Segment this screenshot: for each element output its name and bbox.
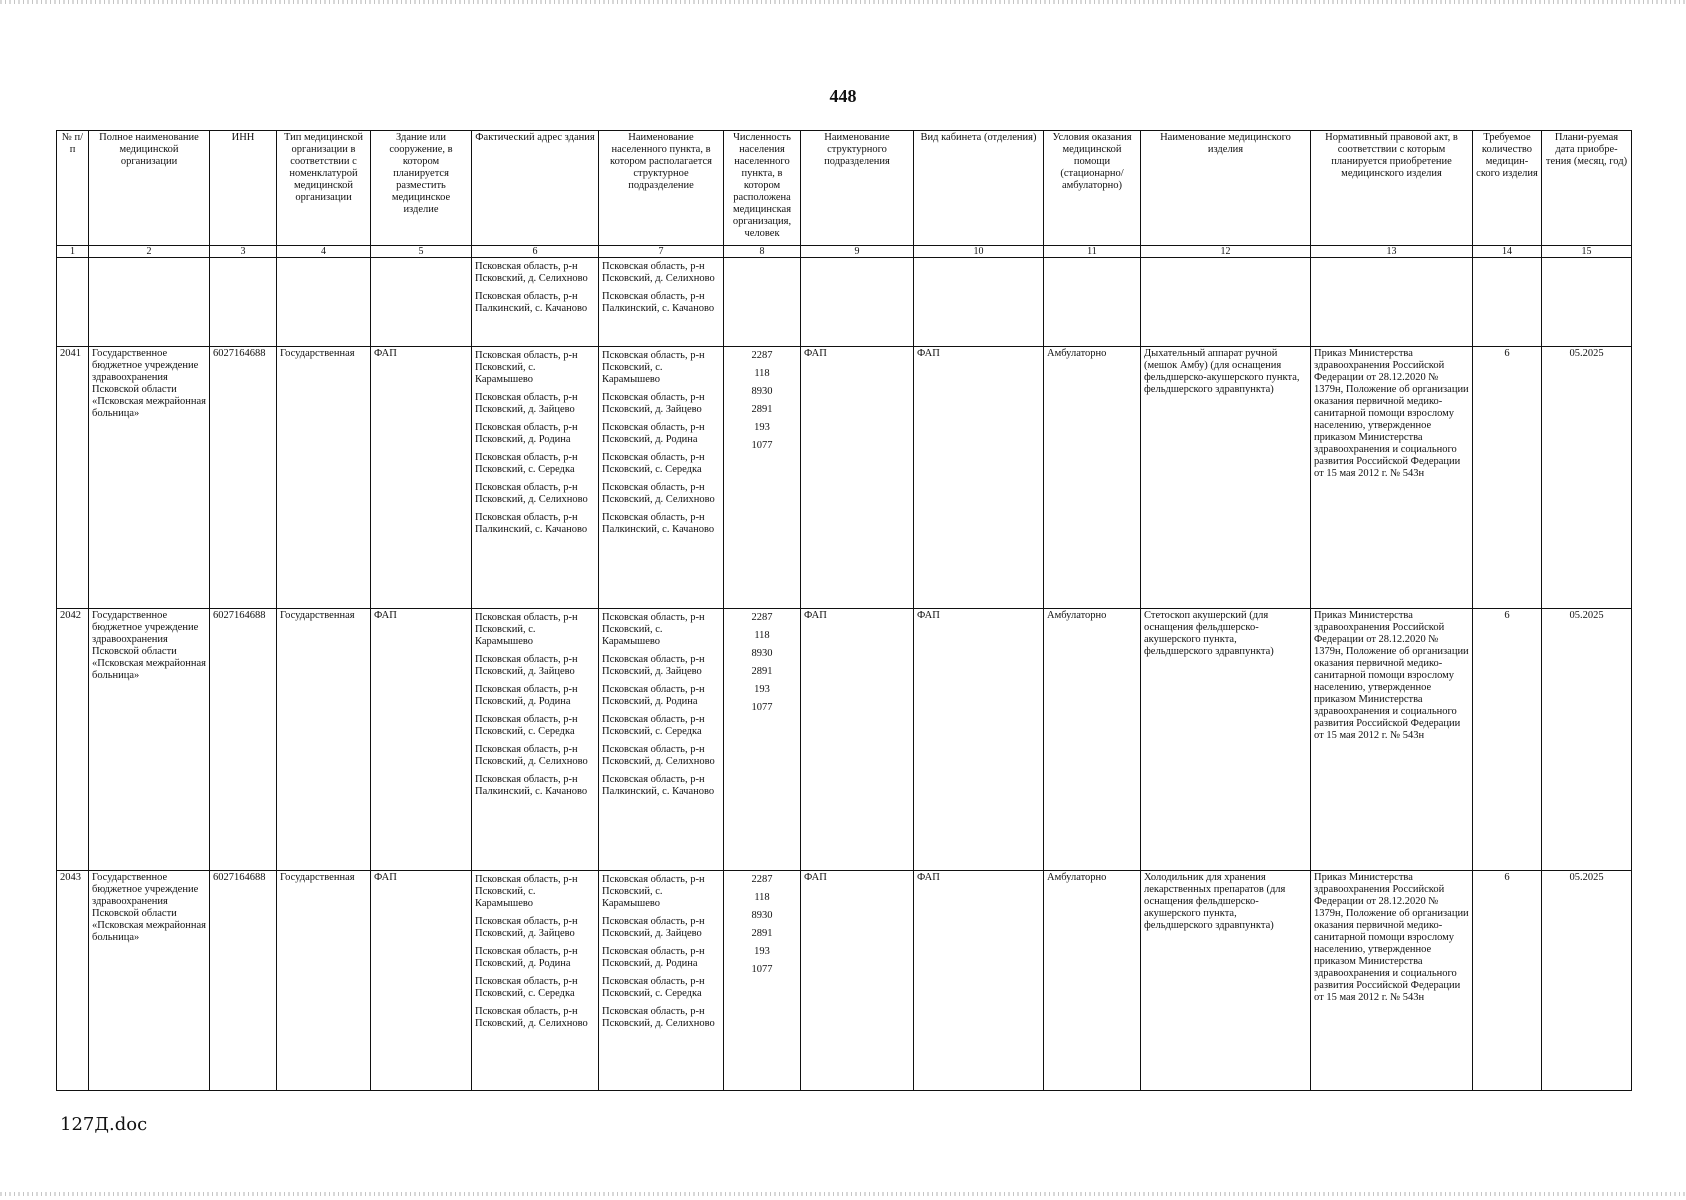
population-value: 1077 xyxy=(751,702,773,713)
header-cell: ИНН xyxy=(210,131,277,246)
table-row-2042 xyxy=(57,609,1632,871)
inn-value: 6027164688 xyxy=(210,609,277,871)
address-entry: Псковская область, р-н Псковский, с. Карамышево xyxy=(475,350,578,385)
settlement-entry: Псковская область, р-н Псковский, д. Селихново xyxy=(602,744,715,767)
purchase-date: 05.2025 xyxy=(1542,609,1632,871)
address-entry: Псковская область, р-н Псковский, д. Зайцево xyxy=(475,916,578,939)
settlement-entry: Псковская область, р-н Псковский, д. Зайцево xyxy=(602,392,705,415)
population-value: 2891 xyxy=(751,666,773,677)
column-number: 7 xyxy=(599,246,724,258)
column-number: 3 xyxy=(210,246,277,258)
address-entry: Псковская область, р-н Палкинский, с. Качаново xyxy=(475,774,588,797)
empty-cell xyxy=(914,258,1044,347)
population-value: 1077 xyxy=(751,964,773,975)
header-row xyxy=(57,131,1632,246)
address-entry: Псковская область, р-н Псковский, д. Селихново xyxy=(475,482,588,505)
address-entry: Псковская область, р-н Палкинский, с. Качаново xyxy=(475,291,588,314)
settlement-entry: Псковская область, р-н Псковский, д. Зайцево xyxy=(602,916,705,939)
quantity: 6 xyxy=(1473,871,1542,1091)
empty-cell xyxy=(89,258,210,347)
population-value: 8930 xyxy=(751,910,773,921)
address-cell xyxy=(472,609,599,871)
column-number: 10 xyxy=(914,246,1044,258)
header-cell: Плани-руемая дата приобре-тения (месяц, год) xyxy=(1542,131,1632,246)
address-entry: Псковская область, р-н Псковский, д. Селихново xyxy=(475,744,588,767)
empty-cell xyxy=(57,258,89,347)
header-cell: Наименование структурного подразделения xyxy=(801,131,914,246)
settlement-entry: Псковская область, р-н Псковский, д. Родина xyxy=(602,422,705,445)
device-name: Дыхательный аппарат ручной (мешок Амбу) (для оснащения фельдшерско-акушерского пункта, фельдшерского здравпункта) xyxy=(1141,347,1311,609)
column-number: 9 xyxy=(801,246,914,258)
address-entry: Псковская область, р-н Псковский, д. Зайцево xyxy=(475,654,578,677)
record-number: 2041 xyxy=(57,347,89,609)
address-entry: Псковская область, р-н Псковский, д. Селихново xyxy=(475,261,588,284)
empty-cell xyxy=(210,258,277,347)
address-entry: Псковская область, р-н Псковский, с. Карамышево xyxy=(475,874,578,909)
header-cell: Полное наименование медицинской организации xyxy=(89,131,210,246)
settlement-cell xyxy=(599,347,724,609)
population-value: 8930 xyxy=(751,386,773,397)
page-number: 448 xyxy=(829,86,857,106)
table-row-continuation xyxy=(57,258,1632,347)
settlement-entry: Псковская область, р-н Псковский, с. Карамышево xyxy=(602,350,705,385)
header-cell: Фактический адрес здания xyxy=(472,131,599,246)
purchase-date: 05.2025 xyxy=(1542,347,1632,609)
empty-cell xyxy=(801,258,914,347)
population-value: 2287 xyxy=(751,874,773,885)
header-cell: Здание или сооружение, в котором планируется разместить медицинское изделие xyxy=(371,131,472,246)
organization-name: Государственное бюджетное учреждение здравоохранения Псковской области «Псковская межрайонная больница» xyxy=(89,609,210,871)
header-cell: Тип медицинской организации в соответствии с номенклатурой медицинской организации xyxy=(277,131,371,246)
population-value: 193 xyxy=(754,946,770,957)
empty-cell xyxy=(1044,258,1141,347)
address-entry: Псковская область, р-н Псковский, с. Середка xyxy=(475,452,578,475)
address-entry: Псковская область, р-н Палкинский, с. Качаново xyxy=(475,512,588,535)
column-number: 11 xyxy=(1044,246,1141,258)
column-number: 8 xyxy=(724,246,801,258)
address-entry: Псковская область, р-н Псковский, д. Селихново xyxy=(475,1006,588,1029)
population-value: 8930 xyxy=(751,648,773,659)
care-conditions: Амбулаторно xyxy=(1044,609,1141,871)
scan-edge-top xyxy=(0,0,1686,4)
cabinet-type: ФАП xyxy=(914,609,1044,871)
population-value: 2287 xyxy=(751,350,773,361)
population-value: 118 xyxy=(754,892,770,903)
building: ФАП xyxy=(371,609,472,871)
address-entry: Псковская область, р-н Псковский, с. Карамышево xyxy=(475,612,578,647)
column-number: 5 xyxy=(371,246,472,258)
legal-act: Приказ Министерства здравоохранения Российской Федерации от 28.12.2020 № 1379н, Положение об организации оказания первичной медико-санитарной помощи взрослому населению, утвержденное приказом Министерства здравоохранения и социального развития Российской Федерации от 15 мая 2012 г. № 543н xyxy=(1311,871,1473,1091)
settlement-entry: Псковская область, р-н Псковский, с. Середка xyxy=(602,452,705,475)
empty-cell xyxy=(1542,258,1632,347)
unit-name: ФАП xyxy=(801,609,914,871)
organization-name: Государственное бюджетное учреждение здравоохранения Псковской области «Псковская межрайонная больница» xyxy=(89,871,210,1091)
empty-cell xyxy=(1473,258,1542,347)
population-cell xyxy=(724,347,801,609)
record-number: 2042 xyxy=(57,609,89,871)
org-type: Государственная xyxy=(277,871,371,1091)
empty-cell xyxy=(277,258,371,347)
settlement-entry: Псковская область, р-н Псковский, д. Селихново xyxy=(602,482,715,505)
header-cell: Требуемое количество медицин-ского изделия xyxy=(1473,131,1542,246)
column-number: 4 xyxy=(277,246,371,258)
header-cell: Нормативный правовой акт, в соответствии с которым планируется приобретение медицинского изделия xyxy=(1311,131,1473,246)
scan-edge-bottom xyxy=(0,1192,1686,1196)
legal-act: Приказ Министерства здравоохранения Российской Федерации от 28.12.2020 № 1379н, Положение об организации оказания первичной медико-санитарной помощи взрослому населению, утвержденное приказом Министерства здравоохранения и социального развития Российской Федерации от 15 мая 2012 г. № 543н xyxy=(1311,609,1473,871)
settlement-entry: Псковская область, р-н Псковский, д. Родина xyxy=(602,946,705,969)
address-cell xyxy=(472,347,599,609)
cabinet-type: ФАП xyxy=(914,347,1044,609)
inn-value: 6027164688 xyxy=(210,347,277,609)
organization-name: Государственное бюджетное учреждение здравоохранения Псковской области «Псковская межрайонная больница» xyxy=(89,347,210,609)
table-row-2043 xyxy=(57,871,1632,1091)
settlement-cell xyxy=(599,258,724,347)
column-number: 15 xyxy=(1542,246,1632,258)
unit-name: ФАП xyxy=(801,347,914,609)
population-value: 2287 xyxy=(751,612,773,623)
legal-act: Приказ Министерства здравоохранения Российской Федерации от 28.12.2020 № 1379н, Положение об организации оказания первичной медико-санитарной помощи взрослому населению, утвержденное приказом Министерства здравоохранения и социального развития Российской Федерации от 15 мая 2012 г. № 543н xyxy=(1311,347,1473,609)
settlement-cell xyxy=(599,609,724,871)
building: ФАП xyxy=(371,871,472,1091)
population-value: 118 xyxy=(754,630,770,641)
empty-cell xyxy=(1141,258,1311,347)
device-name: Стетоскоп акушерский (для оснащения фельдшерско-акушерского пункта, фельдшерского здравпункта) xyxy=(1141,609,1311,871)
settlement-entry: Псковская область, р-н Псковский, д. Родина xyxy=(602,684,705,707)
org-type: Государственная xyxy=(277,347,371,609)
address-entry: Псковская область, р-н Псковский, с. Середка xyxy=(475,714,578,737)
address-cell xyxy=(472,871,599,1091)
equipment-table xyxy=(56,130,1632,1091)
population-value: 2891 xyxy=(751,928,773,939)
settlement-entry: Псковская область, р-н Псковский, с. Карамышево xyxy=(602,612,705,647)
address-entry: Псковская область, р-н Псковский, д. Родина xyxy=(475,684,578,707)
settlement-entry: Псковская область, р-н Псковский, д. Селихново xyxy=(602,261,715,284)
device-name: Холодильник для хранения лекарственных препаратов (для оснащения фельдшерско-акушерского пункта, фельдшерского здравпункта) xyxy=(1141,871,1311,1091)
address-entry: Псковская область, р-н Псковский, с. Середка xyxy=(475,976,578,999)
settlement-entry: Псковская область, р-н Псковский, д. Селихново xyxy=(602,1006,715,1029)
care-conditions: Амбулаторно xyxy=(1044,871,1141,1091)
column-number: 2 xyxy=(89,246,210,258)
population-value: 2891 xyxy=(751,404,773,415)
empty-cell xyxy=(724,258,801,347)
header-cell: Численность населения населенного пункта, в котором расположена медицинская организация, человек xyxy=(724,131,801,246)
population-value: 193 xyxy=(754,684,770,695)
quantity: 6 xyxy=(1473,609,1542,871)
care-conditions: Амбулаторно xyxy=(1044,347,1141,609)
document-filename: 127Д.doc xyxy=(60,1114,148,1135)
address-entry: Псковская область, р-н Псковский, д. Родина xyxy=(475,422,578,445)
cabinet-type: ФАП xyxy=(914,871,1044,1091)
column-number-row xyxy=(57,246,1632,258)
quantity: 6 xyxy=(1473,347,1542,609)
settlement-entry: Псковская область, р-н Палкинский, с. Качаново xyxy=(602,291,715,314)
column-number: 14 xyxy=(1473,246,1542,258)
purchase-date: 05.2025 xyxy=(1542,871,1632,1091)
table-row-2041 xyxy=(57,347,1632,609)
org-type: Государственная xyxy=(277,609,371,871)
column-number: 6 xyxy=(472,246,599,258)
settlement-entry: Псковская область, р-н Псковский, с. Карамышево xyxy=(602,874,705,909)
population-cell xyxy=(724,609,801,871)
header-cell: Наименование населенного пункта, в котором располагается структурное подразделение xyxy=(599,131,724,246)
settlement-cell xyxy=(599,871,724,1091)
population-value: 118 xyxy=(754,368,770,379)
header-cell: № п/п xyxy=(57,131,89,246)
record-number: 2043 xyxy=(57,871,89,1091)
header-cell: Вид кабинета (отделения) xyxy=(914,131,1044,246)
address-entry: Псковская область, р-н Псковский, д. Родина xyxy=(475,946,578,969)
empty-cell xyxy=(1311,258,1473,347)
settlement-entry: Псковская область, р-н Палкинский, с. Качаново xyxy=(602,774,715,797)
settlement-entry: Псковская область, р-н Псковский, д. Зайцево xyxy=(602,654,705,677)
settlement-entry: Псковская область, р-н Псковский, с. Середка xyxy=(602,714,705,737)
population-value: 1077 xyxy=(751,440,773,451)
empty-cell xyxy=(371,258,472,347)
building: ФАП xyxy=(371,347,472,609)
inn-value: 6027164688 xyxy=(210,871,277,1091)
address-entry: Псковская область, р-н Псковский, д. Зайцево xyxy=(475,392,578,415)
population-cell xyxy=(724,871,801,1091)
header-cell: Условия оказания медицинской помощи (стационарно/ амбулаторно) xyxy=(1044,131,1141,246)
address-cell xyxy=(472,258,599,347)
population-value: 193 xyxy=(754,422,770,433)
column-number: 12 xyxy=(1141,246,1311,258)
column-number: 13 xyxy=(1311,246,1473,258)
settlement-entry: Псковская область, р-н Псковский, с. Середка xyxy=(602,976,705,999)
column-number: 1 xyxy=(57,246,89,258)
settlement-entry: Псковская область, р-н Палкинский, с. Качаново xyxy=(602,512,715,535)
unit-name: ФАП xyxy=(801,871,914,1091)
header-cell: Наименование медицинского изделия xyxy=(1141,131,1311,246)
